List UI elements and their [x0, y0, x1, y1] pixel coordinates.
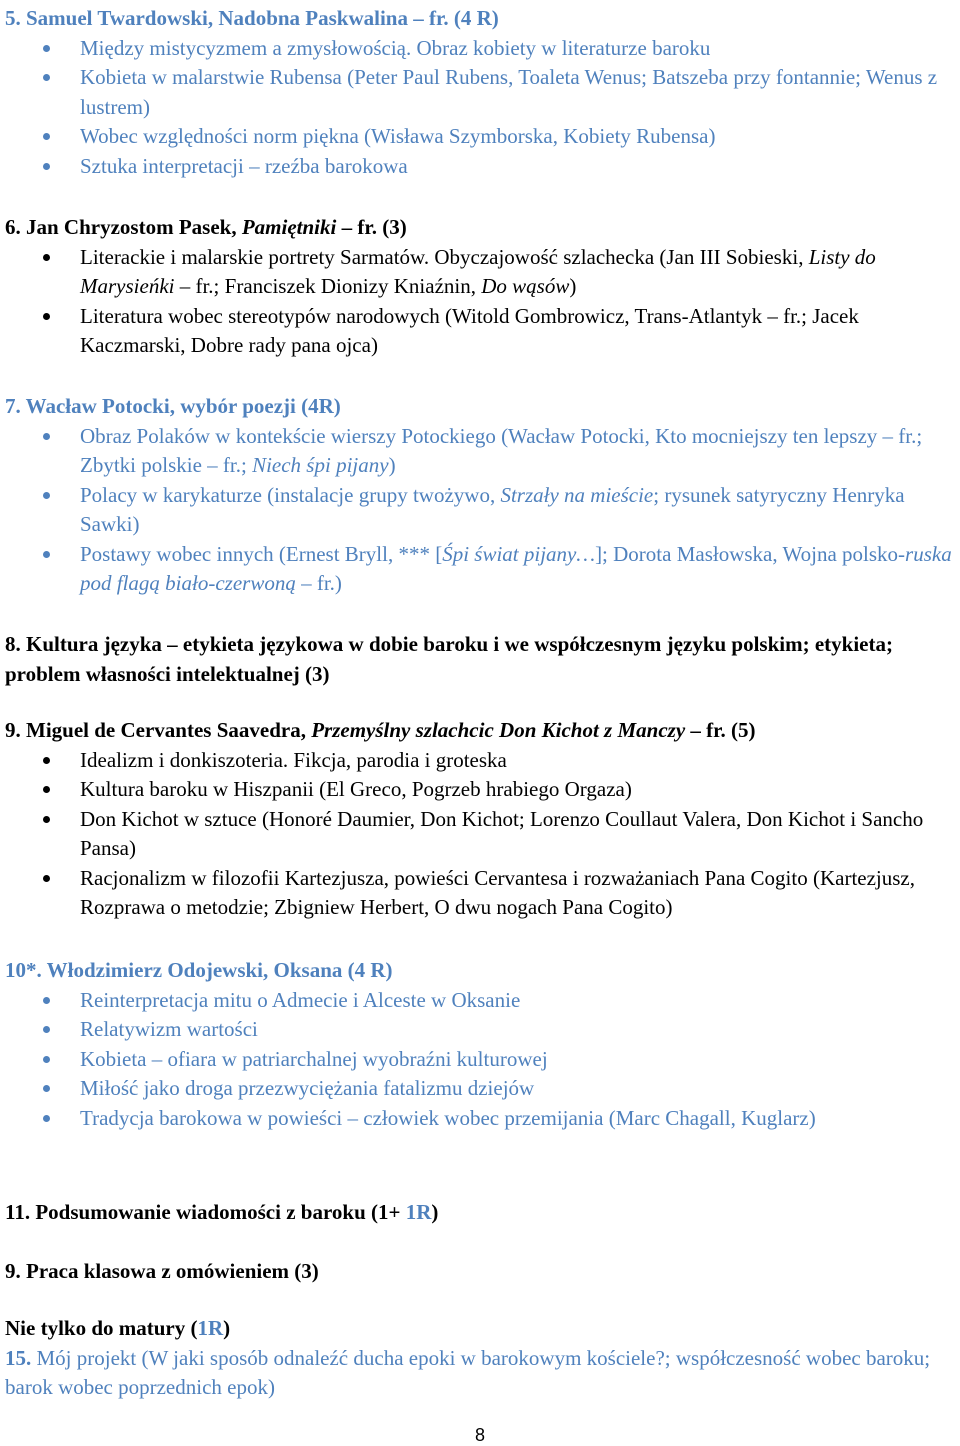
lesson-count: 1R [197, 1316, 224, 1340]
list-item [5, 481, 957, 540]
item-text: Postawy wobec innych (Ernest Bryll, *** [ [80, 541, 443, 566]
work-title: Strzały na mieście [500, 482, 654, 507]
section-7-list [5, 422, 957, 599]
item-text: – fr.; Franciszek Dionizy Kniaźnin, [174, 274, 482, 298]
item-text: ) [388, 453, 396, 477]
heading-text: – fr. (5) [685, 718, 756, 742]
item-text: – fr.) [295, 571, 342, 595]
heading-text: ) [223, 1316, 231, 1340]
lesson-count: 1R [405, 1200, 432, 1224]
section-11-heading [5, 1198, 957, 1228]
list-item [5, 422, 957, 481]
section-10 [5, 956, 957, 1133]
section-6-heading [5, 213, 957, 243]
list-item [5, 540, 957, 599]
heading-text: 9. Miguel de Cervantes Saavedra, [5, 718, 312, 742]
list-item [5, 243, 957, 302]
section-8 [5, 630, 957, 689]
project-line [5, 1344, 957, 1403]
heading-text: – fr. (3) [336, 215, 407, 239]
section-9-list [5, 746, 957, 923]
list-item: Kobieta w malarstwie Rubensa (Peter Paul Rubens, Toaleta Wenus; Batszeba przy fontannie; Wenus z lustrem) [5, 63, 957, 122]
section-10-list [5, 986, 957, 1134]
section-10-heading: 10*. Włodzimierz Odojewski, Oksana (4 R) [5, 958, 393, 982]
item-text: ) [569, 274, 577, 298]
section-11 [5, 1198, 957, 1228]
list-item: Kultura baroku w Hiszpanii (El Greco, Pogrzeb hrabiego Orgaza) [5, 775, 957, 805]
list-item: Idealizm i donkiszoteria. Fikcja, parodia i groteska [5, 746, 957, 776]
list-item: Sztuka interpretacji – rzeźba barokowa [5, 152, 957, 182]
page-number: 8 [474, 1425, 485, 1445]
list-item: Don Kichot w sztuce (Honoré Daumier, Don Kichot; Lorenzo Coullaut Valera, Don Kichot i Sancho Pansa) [5, 805, 957, 864]
project-number: 15. [5, 1345, 32, 1370]
work-title: Przemyślny szlachcic Don Kichot z Manczy [311, 718, 686, 742]
section-5-heading: 5. Samuel Twardowski, Nadobna Paskwalina – fr. (4 R) [5, 6, 499, 30]
section-7 [5, 392, 957, 599]
work-title: Do wąsów [481, 274, 570, 298]
extra-heading [5, 1314, 957, 1344]
work-title: Śpi świat pijany… [442, 541, 596, 566]
section-5 [5, 4, 957, 181]
work-title: Listy do Marysieńki [80, 244, 876, 298]
list-item: Wobec względności norm piękna (Wisława Szymborska, Kobiety Rubensa) [5, 122, 957, 152]
work-title: Niech śpi pijany [252, 453, 389, 477]
section-class-test [5, 1257, 957, 1287]
list-item: Relatywizm wartości [5, 1015, 957, 1045]
list-item: Reinterpretacja mitu o Admecie i Alceste w Oksanie [5, 986, 957, 1016]
list-item: Między mistycyzmem a zmysłowością. Obraz kobiety w literaturze baroku [5, 34, 957, 64]
section-9-heading [5, 716, 957, 746]
item-text: ]; Dorota Masłowska, Wojna polsko- [595, 541, 906, 566]
project-text: Mój projekt (W jaki sposób odnaleźć ducha epoki w barokowym kościele?; współczesność wobec baroku; barok wobec poprzednich epok) [5, 1345, 931, 1399]
list-item: Miłość jako droga przezwyciężania fatalizmu dziejów [5, 1074, 957, 1104]
section-extra [5, 1314, 957, 1403]
section-8-heading: 8. Kultura języka – etykieta językowa w dobie baroku i we współczesnym języku polskim; etykieta; problem własności intelektualnej (3) [5, 632, 893, 686]
item-text: Polacy w karykaturze (instalacje grupy twożywo, [80, 482, 501, 507]
section-7-heading: 7. Wacław Potocki, wybór poezji (4R) [5, 394, 341, 418]
work-title: Pamiętniki [241, 215, 337, 239]
work-title: ruska pod flagą biało-czerwoną [80, 541, 952, 595]
list-item: Tradycja barokowa w powieści – człowiek wobec przemijania (Marc Chagall, Kuglarz) [5, 1104, 957, 1134]
section-9 [5, 716, 957, 923]
section-6-list [5, 243, 957, 361]
list-item: Racjonalizm w filozofii Kartezjusza, powieści Cervantesa i rozważaniach Pana Cogito (Kartezjusz, Rozprawa o metodzie; Zbigniew Herbert, O dwu nogach Pana Cogito) [5, 864, 957, 923]
list-item: Kobieta – ofiara w patriarchalnej wyobraźni kulturowej [5, 1045, 957, 1075]
item-text: ; rysunek satyryczny Henryka Sawki) [80, 482, 905, 536]
section-5-list [5, 34, 957, 182]
heading-text: 6. Jan Chryzostom Pasek, [5, 215, 242, 239]
list-item: Literatura wobec stereotypów narodowych (Witold Gombrowicz, Trans-Atlantyk – fr.; Jacek Kaczmarski, Dobre rady pana ojca) [5, 302, 957, 361]
heading-text: Nie tylko do matury ( [5, 1316, 198, 1340]
class-test-heading: 9. Praca klasowa z omówieniem (3) [5, 1259, 319, 1283]
heading-text: 11. Podsumowanie wiadomości z baroku (1+ [5, 1200, 406, 1224]
section-6 [5, 213, 957, 361]
item-text: Literackie i malarskie portrety Sarmatów. Obyczajowość szlachecka (Jan III Sobieski, [80, 244, 809, 269]
heading-text: ) [431, 1200, 439, 1224]
item-text: Obraz Polaków w kontekście wierszy Potockiego (Wacław Potocki, Kto mocniejszy ten lepszy – fr.; Zbytki polskie – fr.; [80, 423, 923, 477]
